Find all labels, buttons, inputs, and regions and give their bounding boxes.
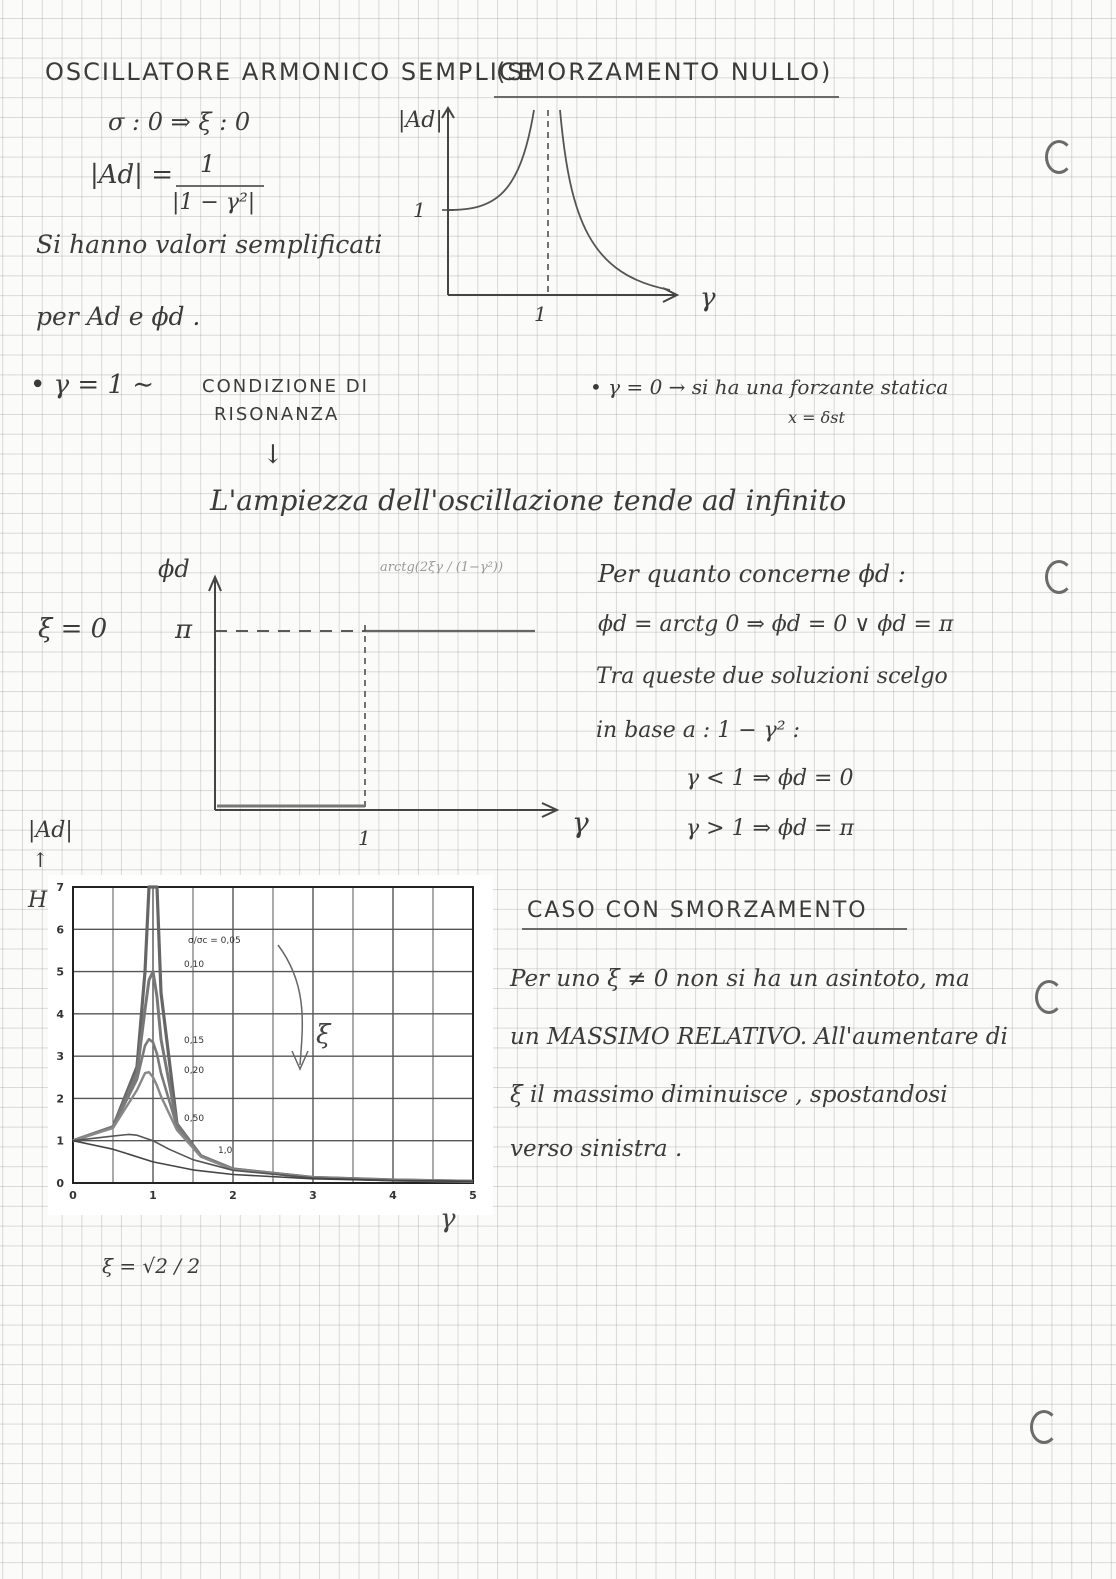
x-tick-label: 0 (69, 1189, 77, 1202)
x-tick-label: 2 (229, 1189, 237, 1202)
section2-title-underline (522, 928, 907, 930)
curve-label: 0,50 (184, 1114, 205, 1124)
x-tick-label: 1 (149, 1189, 157, 1202)
section2-line3: ξ il massimo diminuisce , spostandosi (510, 1082, 948, 1108)
y-tick-label: 1 (56, 1134, 64, 1148)
section2-line4: verso sinistra . (510, 1136, 683, 1162)
y-tick-label: 3 (56, 1050, 64, 1064)
static-forcing-note: • γ = 0 → si ha una forzante statica (590, 375, 949, 399)
curve-label: σ/σc = 0,05 (188, 936, 241, 946)
graph2-arctg-annotation: arctg(2ξγ / (1−γ²)) (380, 560, 504, 575)
graph3-xi-bottom-label: ξ = √2 / 2 (102, 1254, 201, 1278)
resonance-arrow: ↓ (262, 440, 284, 470)
graph-amplitude-undamped (420, 100, 740, 330)
graph1-y-tick: 1 (413, 198, 426, 222)
resonance-condition-line1: CONDIZIONE DI (202, 376, 369, 397)
xi-arrow-label: ξ (316, 1020, 331, 1050)
note-ad-phid: per Ad e ϕd . (36, 302, 201, 331)
zero-damping-condition: σ : 0 ⇒ ξ : 0 (108, 108, 251, 136)
curve-label: 0,10 (184, 960, 205, 970)
amplitude-formula-lhs: |Ad| = (90, 160, 173, 190)
binder-ring (1035, 980, 1063, 1014)
graph1-x-tick: 1 (534, 302, 547, 326)
graph3-x-label: γ (440, 1204, 456, 1234)
curve-label: 1,0 (218, 1146, 233, 1156)
graph3-outer-y-label: |Ad| (28, 818, 73, 843)
phase-note-line4: in base a : 1 − γ² : (596, 718, 801, 743)
binder-ring (1045, 560, 1073, 594)
section2-line1: Per uno ξ ≠ 0 non si ha un asintoto, ma (510, 966, 970, 992)
static-forcing-sub: x = δst (788, 408, 845, 427)
curve-label: 0,20 (184, 1066, 205, 1076)
page-subtitle: (SMORZAMENTO NULLO) (496, 58, 833, 86)
graph1-x-label: γ (700, 283, 716, 313)
graph2-pi-label: π (175, 615, 193, 645)
graph2-xi-label: ξ = 0 (38, 614, 108, 644)
y-tick-label: 5 (56, 965, 64, 979)
graph2-x-label: γ (572, 806, 589, 839)
chart-background (48, 875, 493, 1215)
x-tick-label: 3 (309, 1189, 317, 1202)
y-tick-label: 0 (56, 1177, 64, 1190)
phase-note-case-above: γ > 1 ⇒ ϕd = π (686, 816, 854, 841)
note-simplified-values: Si hanno valori semplificati (36, 230, 383, 259)
amplitude-formula-numerator: 1 (200, 150, 216, 178)
section2-title: CASO CON SMORZAMENTO (527, 898, 868, 923)
resonance-condition-line2: RISONANZA (214, 404, 340, 425)
section2-line2: un MASSIMO RELATIVO. All'aumentare di (510, 1024, 1008, 1050)
phase-note-line2: ϕd = arctg 0 ⇒ ϕd = 0 ∨ ϕd = π (598, 612, 954, 637)
graph3-up-arrow: ↑ (32, 848, 49, 872)
graph3-h-label: H (28, 888, 48, 913)
subtitle-underline (494, 96, 839, 98)
y-tick-label: 7 (56, 881, 64, 894)
binder-ring (1030, 1410, 1058, 1444)
amplitude-formula-denominator: |1 − γ²| (172, 190, 256, 215)
page-title: OSCILLATORE ARMONICO SEMPLICE (45, 58, 535, 86)
fraction-bar (176, 185, 264, 187)
graph-frequency-response (48, 875, 493, 1234)
graph2-y-label: ϕd (158, 555, 190, 583)
x-tick-label: 4 (389, 1189, 397, 1202)
resonance-consequence: L'ampiezza dell'oscillazione tende ad infinito (210, 484, 847, 517)
graph2-x-tick: 1 (358, 826, 371, 850)
y-tick-label: 4 (56, 1007, 64, 1021)
resonance-bullet: • γ = 1 ∼ (30, 370, 155, 400)
binder-ring (1045, 140, 1073, 174)
y-tick-label: 6 (56, 923, 64, 937)
phase-note-line3: Tra queste due soluzioni scelgo (596, 664, 948, 689)
phase-note-case-below: γ < 1 ⇒ ϕd = 0 (686, 766, 854, 791)
graph1-y-label: |Ad| (398, 108, 443, 133)
x-tick-label: 5 (469, 1189, 477, 1202)
phase-note-line1: Per quanto concerne ϕd : (598, 560, 906, 588)
y-tick-label: 2 (56, 1092, 64, 1106)
curve-label: 0,15 (184, 1036, 205, 1046)
graph-phase-undamped (190, 565, 590, 830)
